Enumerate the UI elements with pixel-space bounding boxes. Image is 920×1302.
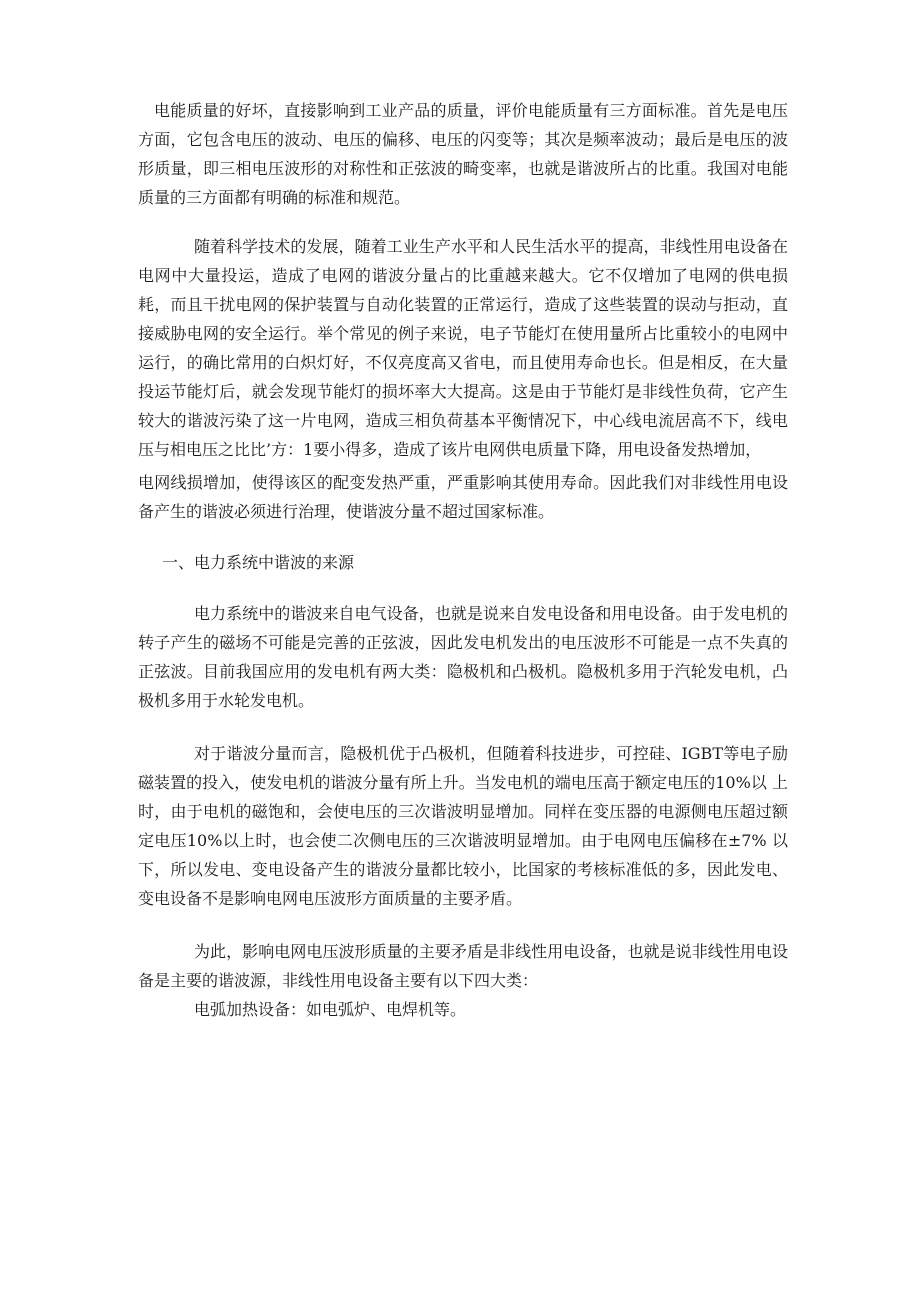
paragraph-power-quality: 电能质量的好坏，直接影响到工业产品的质量，评价电能质量有三方面标准。首先是电压方面，它包含电压的波动、电压的偏移、电压的闪变等；其次是频率波动；最后是电压的波形质量，即三相电压波形的对称性和正弦波的畸变率，也就是谐波所占的比重。我国对电能质量的三方面都有明确的标准和规范。 (138, 101, 788, 207)
paragraph-harmonic-treatment: 电网线损增加，使得该区的配变发热严重，严重影响其使用寿命。因此我们对非线性用电设备产生的谐波必须进行治理，使谐波分量不超过国家标准。 (138, 473, 788, 521)
paragraph-nonlinear-devices: 随着科学技术的发展，随着工业生产水平和人民生活水平的提高，非线性用电设备在电网中大量投运，造成了电网的谐波分量占的比重越来越大。它不仅增加了电网的供电损耗，而且干扰电网的保护装置与自动化装置的正常运行，造成了这些装置的误动与拒动，直接威胁电网的安全运行。举个常见的例子来说，电子节能灯在使用量所占比重较小的电网中运行，的确比常用的白炽灯好，不仅亮度高又省电，而且使用寿命也长。但是相反，在大量投运节能灯后，就会发现节能灯的损坏率大大提高。这是由于节能灯是非线性负荷，它产生较大的谐波污染了这一片电网，造成三相负荷基本平衡情况下，中心线电流居高不下，线电压与相电压之比比’方：1要小得多，造成了该片电网供电质量下降，用电设备发热增加， (138, 237, 788, 459)
paragraph-generator-harmonics: 对于谐波分量而言，隐极机优于凸极机，但随着科技进步，可控硅、IGBT等电子励磁装置的投入，使发电机的谐波分量有所上升。当发电机的端电压高于额定电压的10%以 上时，由于电机的磁饱和，会使电压的三次谐波明显增加。同样在变压器的电源侧电压超过额定电压10%以上时，也会使二次侧电压的三次谐波明显增加。由于电网电压偏移在±7% 以下，所以发电、变电设备产生的谐波分量都比较小，比国家的考核标准低的多，因此发电、变电设备不是影响电网电压波形方面质量的主要矛盾。 (138, 744, 788, 908)
paragraph-main-contradiction: 为此，影响电网电压波形质量的主要矛盾是非线性用电设备，也就是说非线性用电设备是主要的谐波源，非线性用电设备主要有以下四大类： (138, 942, 788, 990)
list-item-arc-heating: 电弧加热设备：如电弧炉、电焊机等。 (194, 1000, 467, 1019)
section-heading: 一、电力系统中谐波的来源 (162, 553, 355, 572)
paragraph-harmonic-source: 电力系统中的谐波来自电气设备，也就是说来自发电设备和用电设备。由于发电机的转子产生的磁场不可能是完善的正弦波，因此发电机发出的电压波形不可能是一点不失真的正弦波。目前我国应用的发电机有两大类：隐极机和凸极机。隐极机多用于汽轮发电机，凸极机多用于水轮发电机。 (138, 604, 788, 710)
document-page (138, 96, 788, 1024)
